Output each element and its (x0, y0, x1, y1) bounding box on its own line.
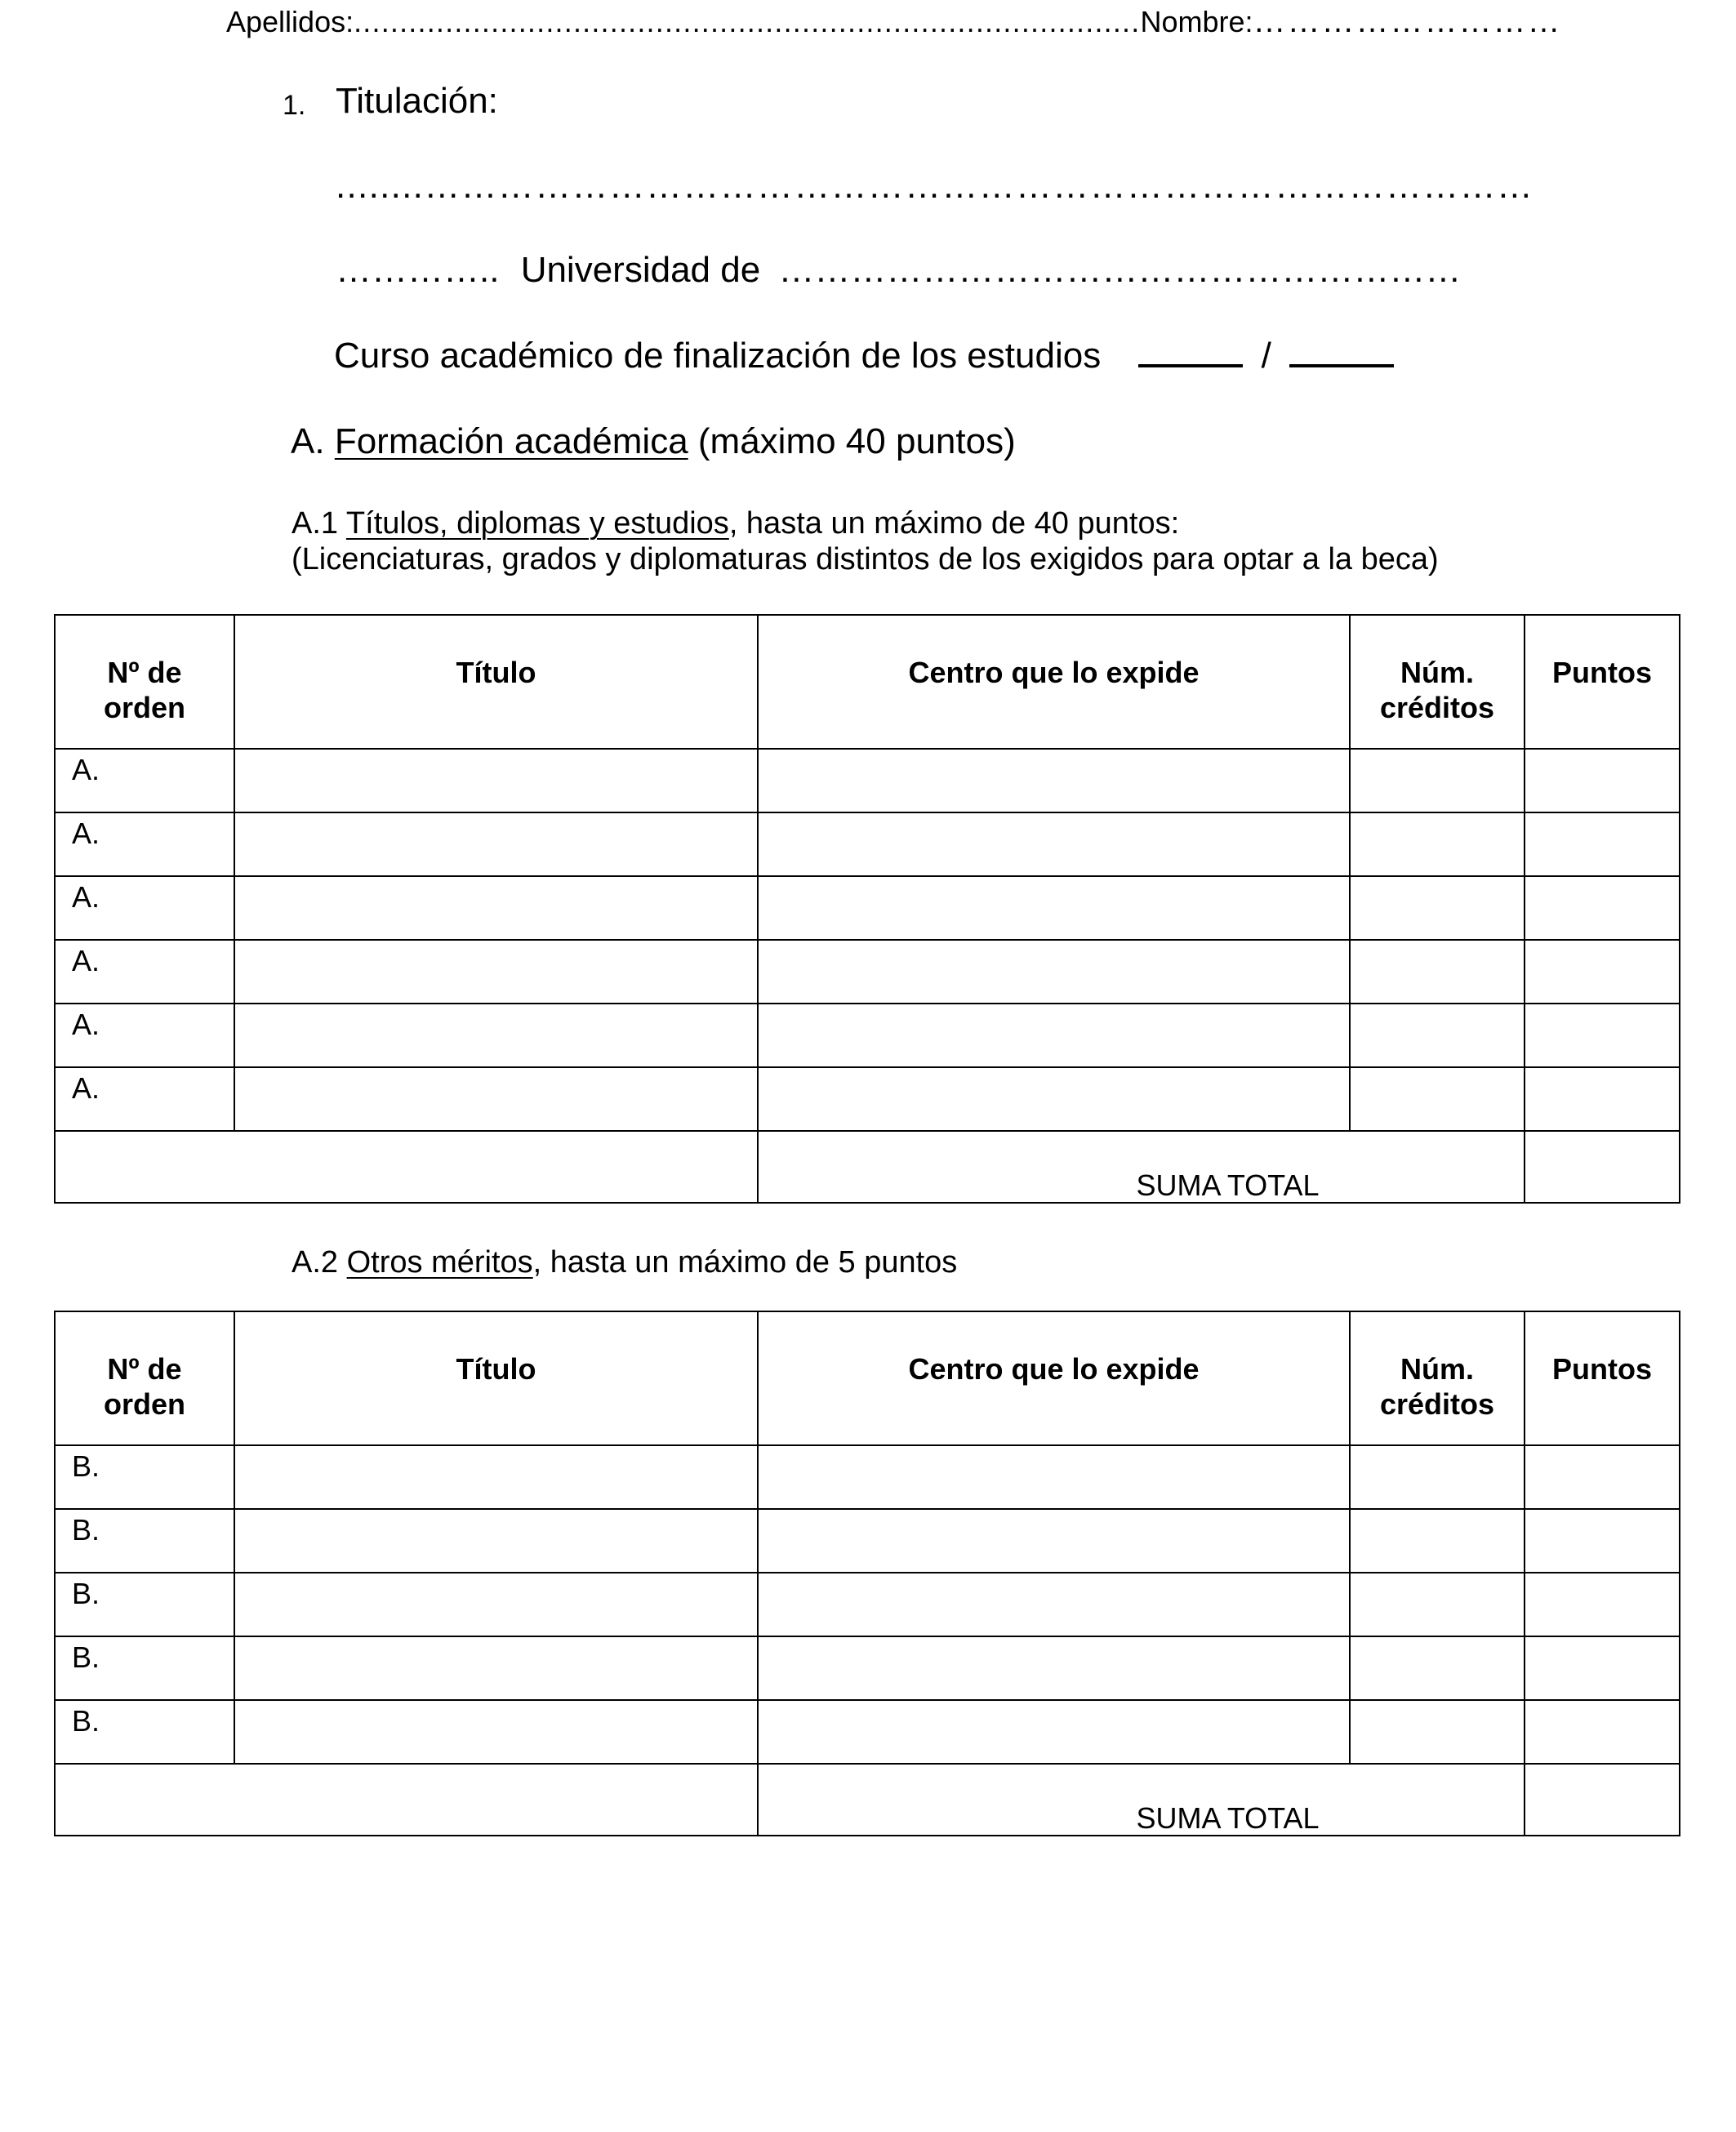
header-centro: Centro que lo expide (758, 615, 1350, 749)
header-titulo: Título (234, 1311, 758, 1445)
a1-note: (Licenciaturas, grados y diplomaturas distintos de los exigidos para optar a la beca) (292, 542, 1439, 576)
titulo-cell[interactable] (234, 1004, 758, 1067)
creditos-cell[interactable] (1350, 940, 1525, 1004)
order-cell: A. (55, 749, 234, 812)
creditos-cell[interactable] (1350, 1004, 1525, 1067)
order-cell: B. (55, 1573, 234, 1636)
nombre-field[interactable]: ……………………… (1253, 3, 1562, 39)
total-empty-cell (55, 1131, 758, 1203)
titulo-cell[interactable] (234, 1067, 758, 1131)
header-order: Nº de orden (55, 615, 234, 749)
titulo-cell[interactable] (234, 1573, 758, 1636)
table-row (55, 749, 1680, 812)
titulacion-label: Titulación: (336, 81, 498, 121)
table-row (55, 1700, 1680, 1764)
header-centro: Centro que lo expide (758, 1311, 1350, 1445)
titulo-cell[interactable] (234, 940, 758, 1004)
order-cell: A. (55, 812, 234, 876)
centro-cell[interactable] (758, 812, 1350, 876)
universidad-label: Universidad de (520, 250, 761, 290)
puntos-cell[interactable] (1525, 876, 1680, 940)
puntos-cell[interactable] (1525, 1700, 1680, 1764)
puntos-cell[interactable] (1525, 940, 1680, 1004)
table-row (55, 812, 1680, 876)
table-row (55, 1445, 1680, 1509)
section-a-title: Formación académica (334, 421, 688, 461)
section-a-heading (291, 421, 1016, 462)
creditos-cell[interactable] (1350, 1067, 1525, 1131)
a1-suffix: , hasta un máximo de 40 puntos: (728, 506, 1180, 541)
table-row (55, 1573, 1680, 1636)
titulo-cell[interactable] (234, 812, 758, 876)
creditos-cell[interactable] (1350, 1573, 1525, 1636)
a2-prefix: A.2 (292, 1245, 339, 1280)
apellidos-label: Apellidos: (226, 5, 354, 38)
order-cell: A. (55, 1067, 234, 1131)
table-row (55, 1509, 1680, 1573)
titulo-cell[interactable] (234, 1509, 758, 1573)
centro-cell[interactable] (758, 1636, 1350, 1700)
total-label: SUMA TOTAL (1136, 1801, 1320, 1835)
table-header-row (55, 615, 1680, 749)
nombre-label: Nombre: (1140, 5, 1253, 38)
header-creditos: Núm. créditos (1350, 1311, 1525, 1445)
order-cell: B. (55, 1509, 234, 1573)
total-empty-cell (55, 1764, 758, 1836)
puntos-cell[interactable] (1525, 1573, 1680, 1636)
total-puntos-cell[interactable] (1525, 1764, 1680, 1836)
table-row (55, 1004, 1680, 1067)
header-order: Nº de orden (55, 1311, 234, 1445)
centro-cell[interactable] (758, 876, 1350, 940)
titulo-cell[interactable] (234, 876, 758, 940)
other-merits-table (54, 1311, 1680, 1836)
a1-heading (292, 506, 1179, 541)
puntos-cell[interactable] (1525, 1509, 1680, 1573)
header-puntos: Puntos (1525, 1311, 1680, 1445)
total-row (55, 1764, 1680, 1836)
puntos-cell[interactable] (1525, 1445, 1680, 1509)
titulo-cell[interactable] (234, 749, 758, 812)
a1-prefix: A.1 (292, 506, 339, 541)
total-puntos-cell[interactable] (1525, 1131, 1680, 1203)
centro-cell[interactable] (758, 1700, 1350, 1764)
titles-table (54, 614, 1680, 1204)
header-titulo: Título (234, 615, 758, 749)
curso-separator: / (1261, 336, 1271, 376)
curso-start-year-field[interactable] (1138, 340, 1243, 367)
table-row (55, 1067, 1680, 1131)
total-label-cell (758, 1131, 1525, 1203)
order-cell: A. (55, 1004, 234, 1067)
centro-cell[interactable] (758, 1509, 1350, 1573)
puntos-cell[interactable] (1525, 812, 1680, 876)
table-header-row (55, 1311, 1680, 1445)
curso-label: Curso académico de finalización de los estudios (334, 336, 1102, 376)
table-row (55, 940, 1680, 1004)
creditos-cell[interactable] (1350, 1445, 1525, 1509)
creditos-cell[interactable] (1350, 876, 1525, 940)
creditos-cell[interactable] (1350, 812, 1525, 876)
creditos-cell[interactable] (1350, 749, 1525, 812)
total-label: SUMA TOTAL (1136, 1168, 1320, 1202)
titulacion-continuation-field[interactable]: ………….. (336, 250, 500, 290)
table-row (55, 876, 1680, 940)
titulo-cell[interactable] (234, 1700, 758, 1764)
curso-line (334, 336, 1394, 376)
header-creditos: Núm. créditos (1350, 615, 1525, 749)
centro-cell[interactable] (758, 1445, 1350, 1509)
header-line (226, 3, 1562, 40)
order-cell: B. (55, 1700, 234, 1764)
titulo-cell[interactable] (234, 1636, 758, 1700)
titulo-cell[interactable] (234, 1445, 758, 1509)
section-a-subtitle: (máximo 40 puntos) (697, 421, 1016, 461)
creditos-cell[interactable] (1350, 1636, 1525, 1700)
order-cell: B. (55, 1636, 234, 1700)
curso-end-year-field[interactable] (1289, 340, 1394, 367)
creditos-cell[interactable] (1350, 1700, 1525, 1764)
order-cell: B. (55, 1445, 234, 1509)
order-cell: A. (55, 940, 234, 1004)
puntos-cell[interactable] (1525, 749, 1680, 812)
apellidos-field[interactable]: ...................................................................................... (354, 5, 1141, 38)
a2-suffix: , hasta un máximo de 5 puntos (532, 1245, 958, 1280)
section-number: 1. (283, 90, 306, 121)
section-a-letter: A. (291, 421, 325, 461)
centro-cell[interactable] (758, 749, 1350, 812)
total-row (55, 1131, 1680, 1203)
centro-cell[interactable] (758, 1067, 1350, 1131)
titulacion-field[interactable]: ........……………………………………………………………………………… (336, 166, 1534, 206)
total-label-cell (758, 1764, 1525, 1836)
order-cell: A. (55, 876, 234, 940)
puntos-cell[interactable] (1525, 1067, 1680, 1131)
puntos-cell[interactable] (1525, 1004, 1680, 1067)
centro-cell[interactable] (758, 940, 1350, 1004)
a1-title: Títulos, diplomas y estudios (345, 506, 729, 541)
header-puntos: Puntos (1525, 615, 1680, 749)
a2-title: Otros méritos (346, 1245, 533, 1280)
universidad-line (336, 250, 1461, 291)
centro-cell[interactable] (758, 1573, 1350, 1636)
centro-cell[interactable] (758, 1004, 1350, 1067)
creditos-cell[interactable] (1350, 1509, 1525, 1573)
table-row (55, 1636, 1680, 1700)
a2-heading (292, 1245, 957, 1280)
universidad-field[interactable]: ………………………………………………… (778, 250, 1462, 290)
puntos-cell[interactable] (1525, 1636, 1680, 1700)
